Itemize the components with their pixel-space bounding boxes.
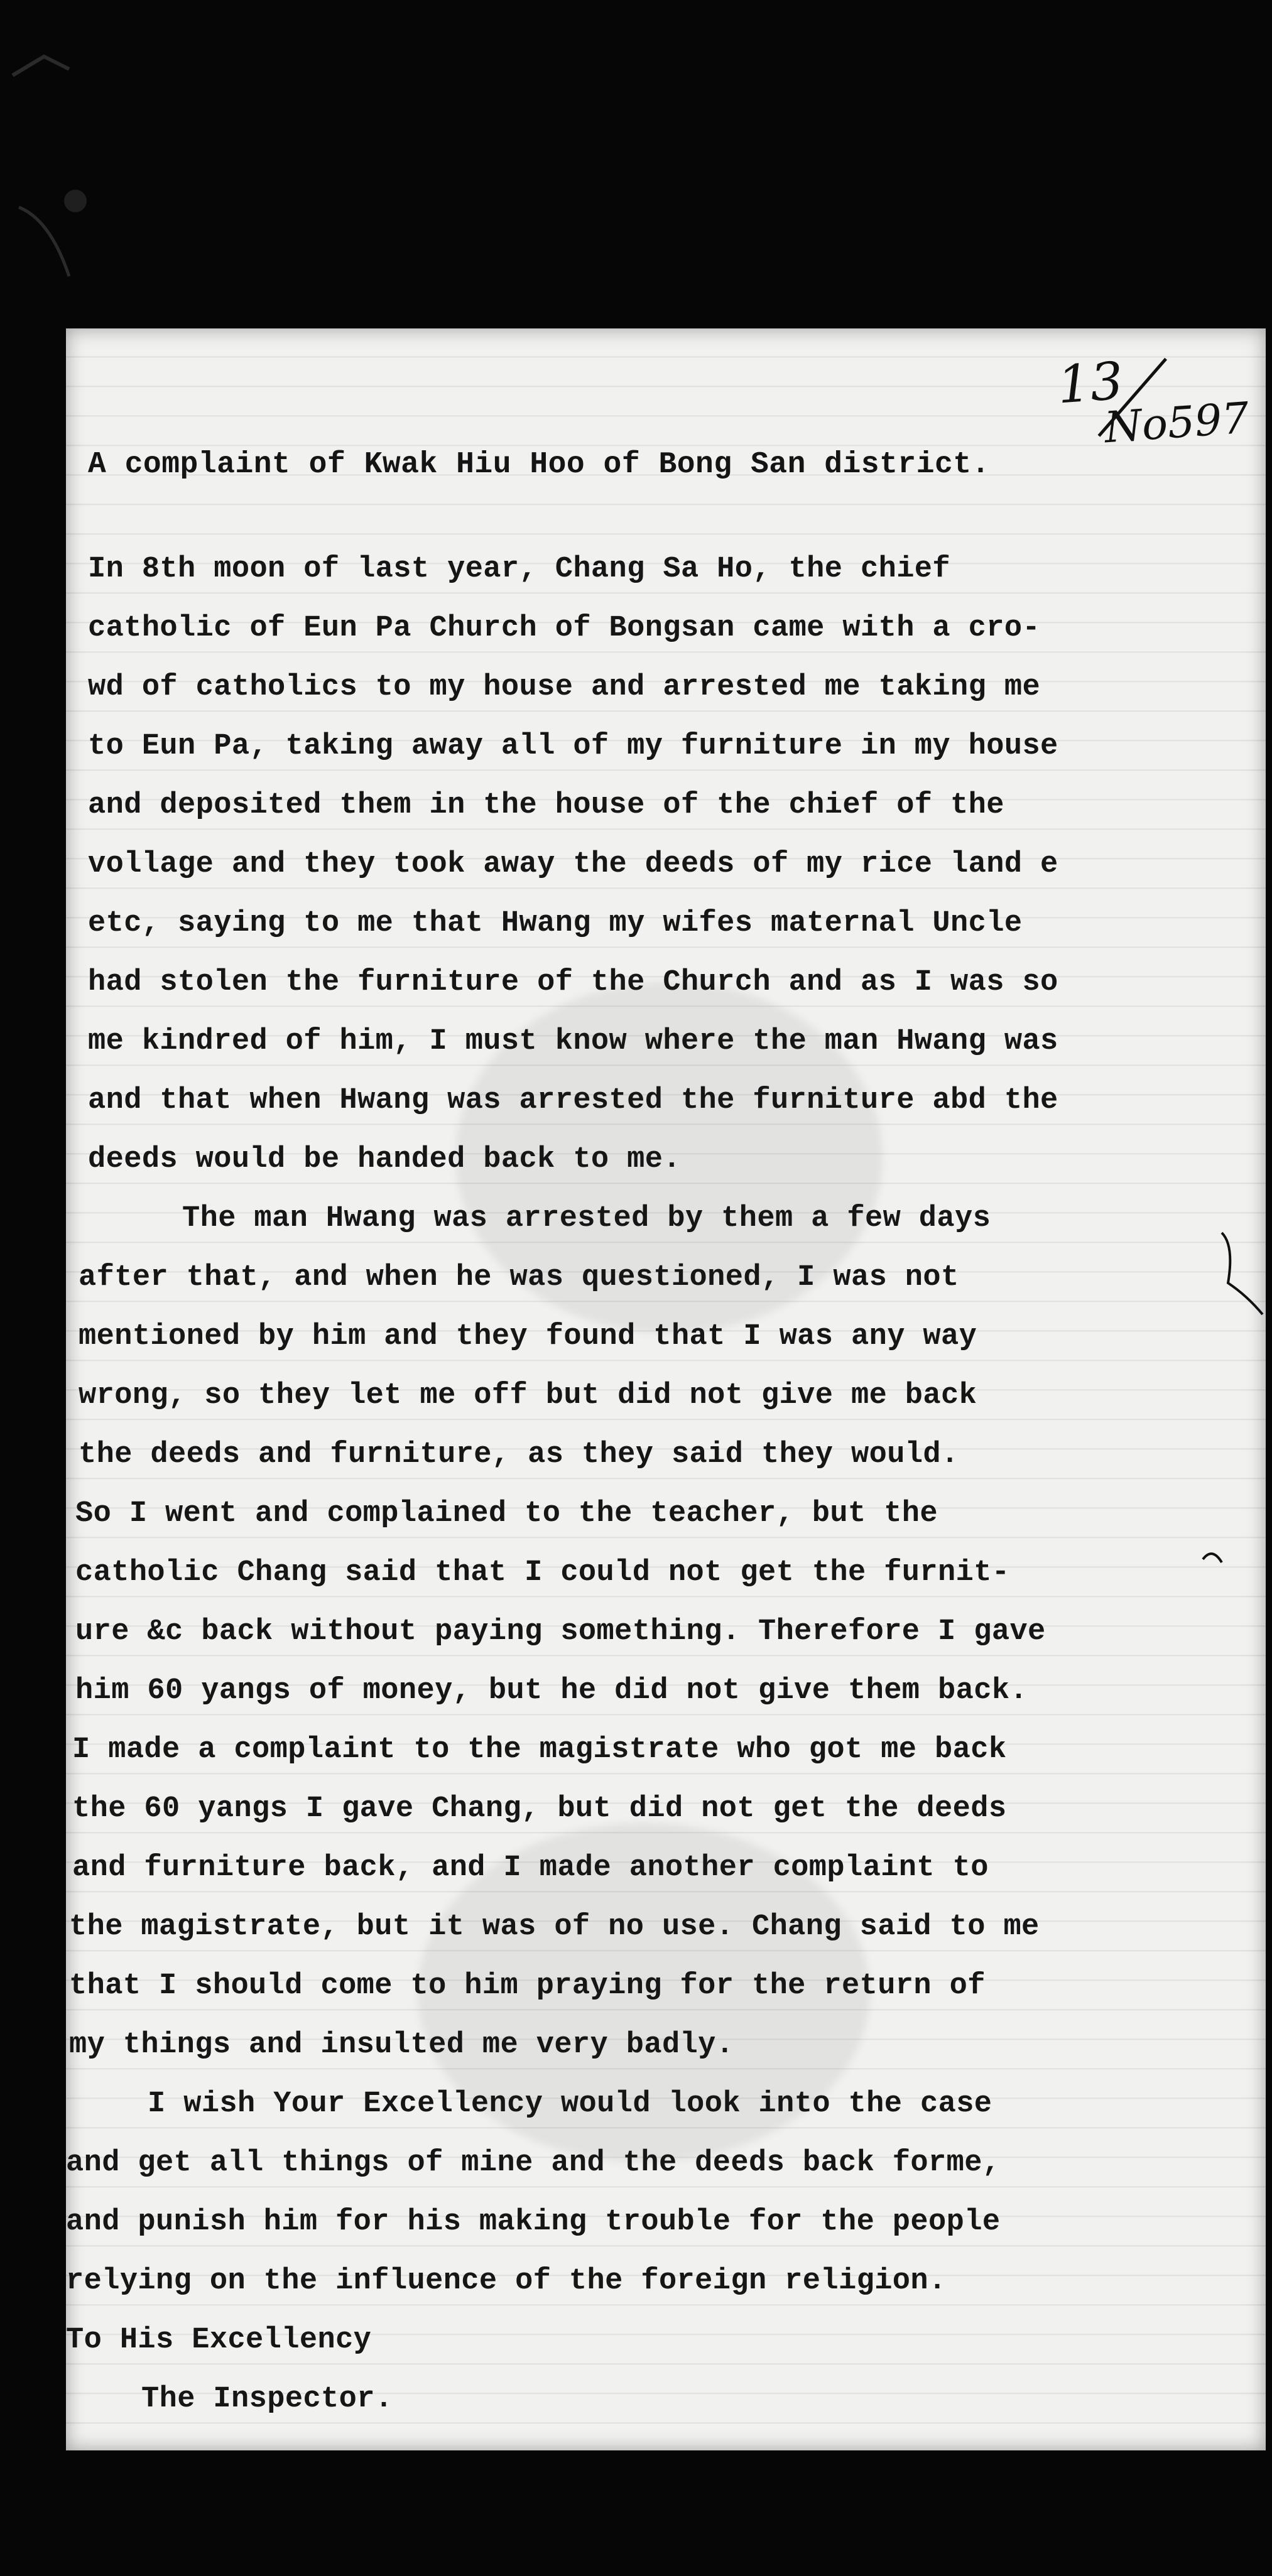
body-line: I made a complaint to the magistrate who got me back [72, 1733, 1007, 1767]
body-line: catholic of Eun Pa Church of Bongsan came with a cro- [88, 612, 1041, 645]
body-line: me kindred of him, I must know where the man Hwang was [88, 1025, 1058, 1058]
body-line: the deeds and furniture, as they said they would. [79, 1438, 959, 1471]
body-line: mentioned by him and they found that I was any way [79, 1320, 977, 1353]
page-number-top: 13 [1055, 351, 1126, 416]
body-line: The man Hwang was arrested by them a few days [182, 1202, 991, 1235]
body-line: him 60 yangs of money, but he did not give them back. [75, 1674, 1028, 1707]
margin-pen-stroke [1215, 1220, 1266, 1346]
closing-addressee: To His Excellency [66, 2324, 372, 2357]
body-line: So I went and complained to the teacher, but the [75, 1497, 938, 1530]
body-line: relying on the influence of the foreign religion. [66, 2265, 947, 2298]
body-line: and get all things of mine and the deeds back forme, [66, 2146, 1001, 2180]
document-page [66, 328, 1266, 2450]
margin-pen-stroke [1197, 1534, 1234, 1584]
body-line: and punish him for his making trouble for the people [66, 2205, 1001, 2239]
document-title: A complaint of Kwak Hiu Hoo of Bong San district. [88, 448, 990, 482]
body-line: In 8th moon of last year, Chang Sa Ho, the chief [88, 553, 951, 586]
body-line: had stolen the furniture of the Church and as I was so [88, 966, 1058, 999]
film-scratch-mark [0, 0, 88, 327]
body-line: that I should come to him praying for the return of [69, 1969, 986, 2003]
body-line: my things and insulted me very badly. [69, 2028, 734, 2062]
body-line: I wish Your Excellency would look into the case [148, 2087, 992, 2121]
body-line: the magistrate, but it was of no use. Chang said to me [69, 1910, 1040, 1944]
body-line: wd of catholics to my house and arrested me taking me [88, 671, 1041, 704]
body-line: catholic Chang said that I could not get the furnit- [75, 1556, 1010, 1589]
body-line: after that, and when he was questioned, I was not [79, 1261, 959, 1294]
body-line: and that when Hwang was arrested the furniture abd the [88, 1084, 1058, 1117]
body-line: etc, saying to me that Hwang my wifes maternal Uncle [88, 907, 1023, 940]
body-line: wrong, so they let me off but did not give me back [79, 1379, 977, 1412]
body-line: the 60 yangs I gave Chang, but did not get the deeds [72, 1792, 1007, 1826]
body-line: and furniture back, and I made another complaint to [72, 1851, 989, 1885]
closing-title: The Inspector. [141, 2383, 393, 2416]
archive-page-number [1055, 341, 1251, 453]
body-line: to Eun Pa, taking away all of my furniture in my house [88, 730, 1058, 763]
page-number-bottom: No597 [1102, 393, 1251, 453]
body-line: vollage and they took away the deeds of my rice land e [88, 848, 1058, 881]
body-line: and deposited them in the house of the chief of the [88, 789, 1004, 822]
body-line: ure &c back without paying something. Therefore I gave [75, 1615, 1046, 1648]
body-line: deeds would be handed back to me. [88, 1143, 681, 1176]
